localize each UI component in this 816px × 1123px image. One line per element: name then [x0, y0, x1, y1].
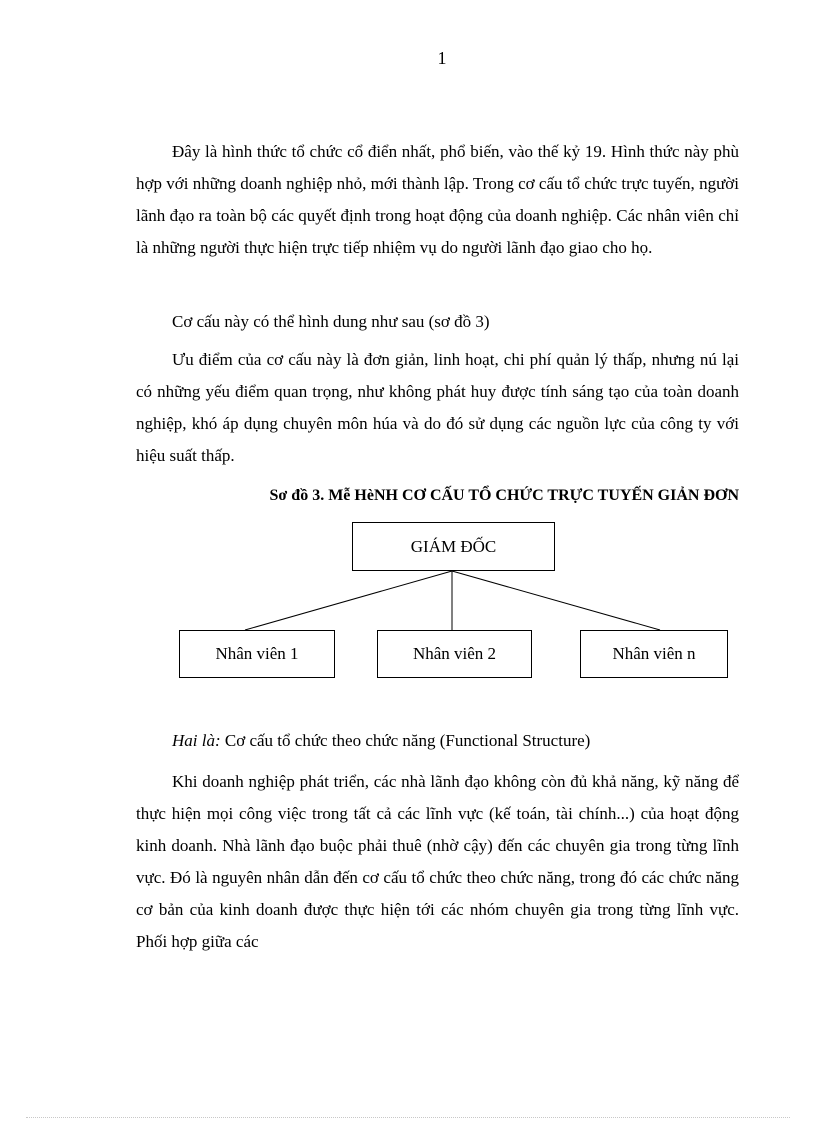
org-box-employee-1-label: Nhân viên 1	[215, 644, 299, 663]
paragraph-functional-structure: Khi doanh nghiệp phát triển, các nhà lãnh đạo không còn đủ khả năng, kỹ năng để thực hiện mọi công việc trong tất cả các lĩnh vực (kế toán, tài chính...) của hoạt động kinh doanh. Nhà lãnh đạo buộc phải thuê (nhờ cậy) đến các chuyên gia trong từng lĩnh vực. Đó là nguyên nhân dẫn đến cơ cấu tổ chức theo chức năng, trong đó các chức năng cơ bản của kinh doanh được thực hiện tới các nhóm chuyên gia trong từng lĩnh vực. Phối hợp giữa các	[136, 772, 739, 951]
connector-director-empn	[452, 571, 660, 630]
paragraph-diagram-reference: Cơ cấu này có thể hình dung như sau (sơ đồ 3)	[172, 312, 490, 331]
page-bottom-rule	[26, 1117, 790, 1118]
org-box-employee-n	[580, 630, 728, 678]
org-box-director-label: GIÁM ĐỐC	[410, 536, 497, 556]
paragraph-intro: Đây là hình thức tổ chức cổ điển nhất, phổ biến, vào thế kỷ 19. Hình thức này phù hợp với những doanh nghiệp nhỏ, mới thành lập. Trong cơ cấu tổ chức trực tuyến, người lãnh đạo ra toàn bộ các quyết định trong hoạt động của doanh nghiệp. Các nhân viên chỉ là những người thực hiện trực tiếp nhiệm vụ do người lãnh đạo giao cho họ.	[136, 142, 739, 257]
section-heading-text: Cơ cấu tổ chức theo chức năng (Functional Structure)	[220, 731, 591, 750]
diagram-title: Sơ đồ 3. Mễ HèNH CƠ CẤU TỔ CHỨC TRỰC TUYẾN GIẢN ĐƠN	[269, 487, 739, 504]
org-box-employee-2-label: Nhân viên 2	[412, 644, 497, 663]
org-box-employee-1	[179, 630, 335, 678]
page-number: 1	[437, 48, 447, 68]
paragraph-advantages: Ưu điểm của cơ cấu này là đơn giản, linh hoạt, chi phí quản lý thấp, nhưng nú lại có những yếu điểm quan trọng, như không phát huy được tính sáng tạo của toàn doanh nghiệp, khó áp dụng chuyên môn húa và do đó sử dụng các nguồn lực của công ty với hiệu suất thấp.	[136, 350, 739, 465]
org-box-employee-n-label: Nhân viên n	[612, 644, 696, 663]
org-box-director	[352, 522, 555, 571]
paragraph-functional-structure-heading	[136, 725, 739, 757]
section-label: Hai là:	[172, 731, 221, 750]
connector-director-emp1	[245, 571, 452, 630]
org-box-employee-2	[377, 630, 532, 678]
